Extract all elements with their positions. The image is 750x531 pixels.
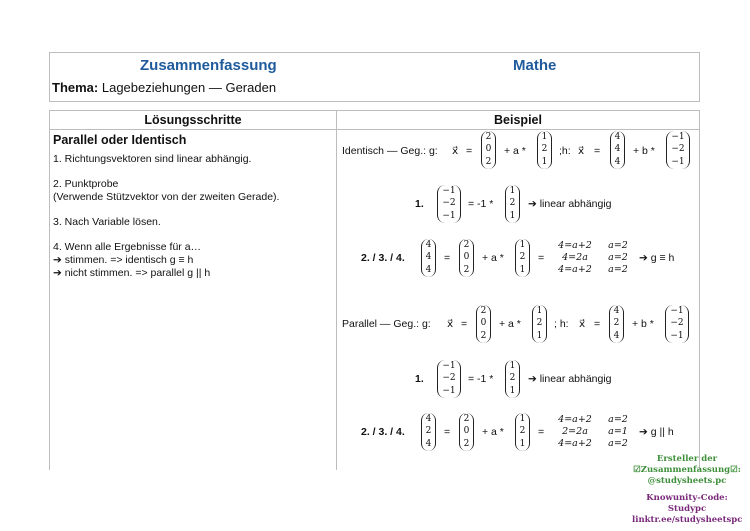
ex1-plus-a: + a * [504, 145, 526, 157]
ex2-step1-result: ➔ linear abhängig [528, 373, 612, 385]
ex2-equals: = [461, 318, 468, 330]
ex1-h-x-vector: x⃗ [578, 145, 585, 157]
column-divider [336, 110, 337, 470]
ex1-given-label: Identisch — Geg.: g: [342, 145, 438, 157]
ex2-step1-equation: = -1 * [468, 373, 494, 385]
ex1-h-equals: = [594, 145, 601, 157]
ex1-step2-equals: = [444, 252, 451, 264]
ex2-solutions: a=2 a=1 a=2 [608, 414, 628, 449]
ex1-g-direction-vector: 1 2 1 [537, 131, 552, 169]
step-3: 3. Nach Variable lösen. [53, 216, 161, 228]
knowunity-label: Knowunity-Code: [646, 493, 728, 503]
ex1-equation-system: 4=a+2 4=2a 4=a+2 [558, 240, 592, 275]
ex2-h-equals: = [594, 318, 601, 330]
ex2-step2-label: 2. / 3. / 4. [361, 426, 405, 438]
thema-row [52, 80, 276, 95]
ex2-given-label: Parallel — Geg.: g: [342, 318, 431, 330]
ex1-step2-support-vector: 2 0 2 [459, 239, 474, 277]
ex1-step1-rhs-vector: 1 2 1 [505, 185, 520, 223]
ex2-step1-rhs-vector: 1 2 1 [505, 360, 520, 398]
right-border-top [699, 52, 700, 102]
ex2-plus-a: + a * [499, 318, 521, 330]
ex2-h-support-vector: 4 2 4 [609, 305, 624, 343]
left-border-top [49, 52, 50, 102]
ex2-plus-b: + b * [632, 318, 654, 330]
header-divider [49, 101, 700, 102]
knowunity-code: Studypc [667, 504, 707, 514]
step-2-note: (Verwende Stützvektor von der zweiten Gerade). [53, 191, 280, 203]
ex1-step2-equals-2: = [538, 252, 545, 264]
creator-credit [632, 454, 742, 487]
ex2-step2-direction-vector: 1 2 1 [515, 413, 530, 451]
ex2-g-direction-vector: 1 2 1 [532, 305, 547, 343]
ex2-step2-equals: = [444, 426, 451, 438]
step-4-parallel: ➔ nicht stimmen. => parallel g || h [53, 267, 211, 279]
ex2-step2-lhs-vector: 4 2 4 [421, 413, 436, 451]
ex2-step1-label: 1. [415, 373, 424, 385]
step-2-title: 2. Punktprobe [53, 178, 119, 190]
ex1-equals: = [466, 145, 473, 157]
columns-top-border [49, 110, 700, 111]
ex1-step1-result: ➔ linear abhängig [528, 198, 612, 210]
right-border [699, 110, 700, 470]
ex1-solutions: a=2 a=2 a=2 [608, 240, 628, 275]
ex1-h-support-vector: 4 4 4 [610, 131, 625, 169]
column-header-left: Lösungsschritte [144, 113, 242, 127]
creator-line-1: Ersteller der [656, 454, 718, 464]
knowunity-credit [632, 493, 742, 526]
ex1-step2-lhs-vector: 4 4 4 [421, 239, 436, 277]
column-header-divider [49, 129, 700, 130]
steps-heading: Parallel oder Identisch [53, 133, 187, 147]
subject-title: Mathe [513, 57, 557, 74]
ex2-equation-system: 4=a+2 2=2a 4=a+2 [558, 414, 592, 449]
ex1-step2-label: 2. / 3. / 4. [361, 252, 405, 264]
top-border [49, 52, 700, 53]
ex1-h-label: ;h: [559, 145, 571, 157]
thema-label: Thema: [52, 80, 99, 95]
step-1: 1. Richtungsvektoren sind linear abhängig. [53, 153, 252, 165]
ex2-step1-lhs-vector: −1 −2 −1 [437, 360, 461, 398]
ex1-plus-b: + b * [633, 145, 655, 157]
ex2-h-label: ; h: [554, 318, 569, 330]
ex2-h-direction-vector: −1 −2 −1 [665, 305, 689, 343]
left-border [49, 110, 50, 470]
ex1-g-support-vector: 2 0 2 [481, 131, 496, 169]
step-4-title: 4. Wenn alle Ergebnisse für a… [53, 241, 202, 253]
creator-line-2: ☑Zusammenfassung☑: [633, 465, 741, 475]
ex2-step2-result: ➔ g || h [639, 426, 674, 438]
linktree-link[interactable]: linktr.ee/studysheetspc [632, 515, 743, 525]
ex1-x-vector: x⃗ [452, 145, 459, 157]
creator-handle: @studysheets.pc [647, 476, 727, 486]
ex1-h-direction-vector: −1 −2 −1 [666, 131, 690, 169]
ex1-step2-result: ➔ g ≡ h [639, 252, 675, 264]
ex1-step2-plus-a: + a * [482, 252, 504, 264]
ex2-h-x-vector: x⃗ [579, 318, 586, 330]
step-4-identical: ➔ stimmen. => identisch g ≡ h [53, 254, 194, 266]
document-title: Zusammenfassung [140, 57, 277, 74]
ex2-g-support-vector: 2 0 2 [476, 305, 491, 343]
ex1-step1-lhs-vector: −1 −2 −1 [437, 185, 461, 223]
thema-value: Lagebeziehungen — Geraden [101, 80, 277, 95]
ex1-step1-label: 1. [415, 198, 424, 210]
ex1-step1-equation: = -1 * [468, 198, 494, 210]
ex2-x-vector: x⃗ [447, 318, 454, 330]
ex1-step2-direction-vector: 1 2 1 [515, 239, 530, 277]
column-header-right: Beispiel [494, 113, 542, 127]
ex2-step2-equals-2: = [538, 426, 545, 438]
ex2-step2-plus-a: + a * [482, 426, 504, 438]
ex2-step2-support-vector: 2 0 2 [459, 413, 474, 451]
